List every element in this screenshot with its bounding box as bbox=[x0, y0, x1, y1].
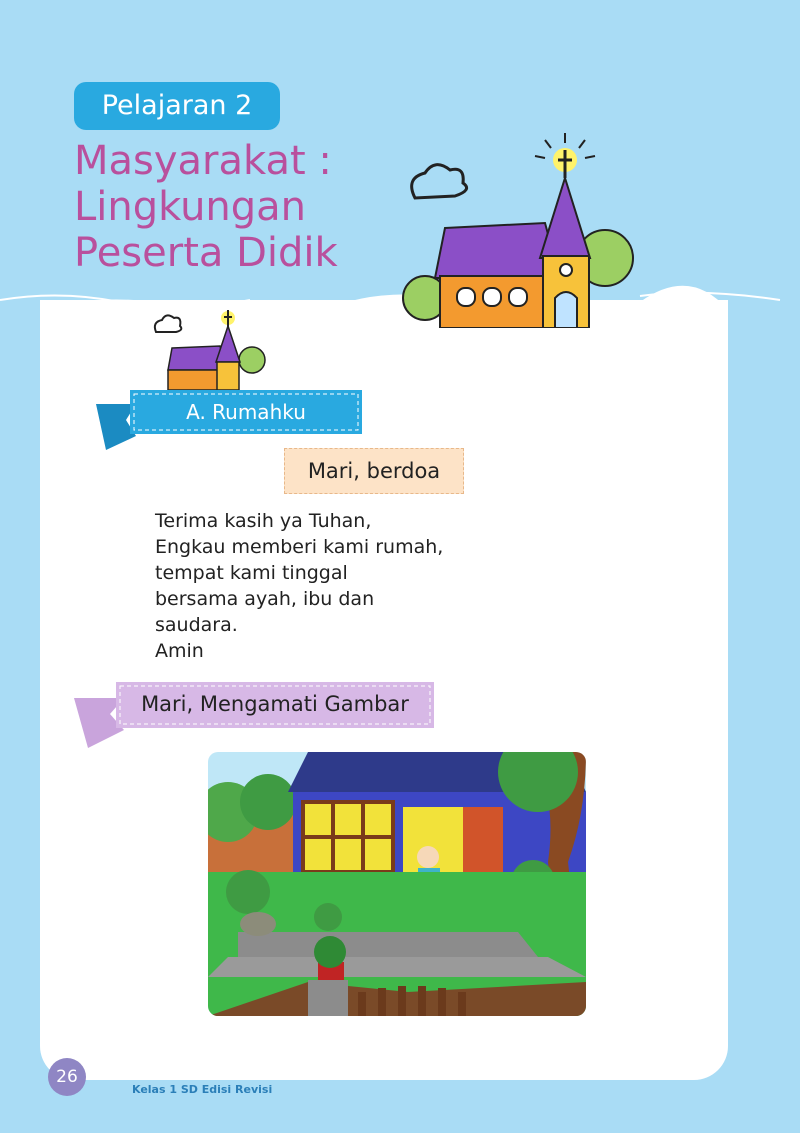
prayer-line: Amin bbox=[155, 640, 204, 662]
small-church-illustration-icon bbox=[150, 298, 270, 390]
observe-title: Mari, Mengamati Gambar bbox=[141, 692, 409, 716]
church-illustration-icon bbox=[385, 128, 645, 328]
pray-label: Mari, berdoa bbox=[284, 448, 464, 494]
prayer-text bbox=[155, 508, 535, 664]
chapter-title bbox=[74, 138, 414, 276]
prayer-line: Terima kasih ya Tuhan, bbox=[155, 510, 372, 532]
page-number: 26 bbox=[48, 1058, 86, 1096]
house-scene-illustration bbox=[208, 752, 586, 1016]
chapter-title-line-2: Lingkungan bbox=[74, 184, 307, 230]
lesson-badge: Pelajaran 2 bbox=[74, 82, 280, 130]
chapter-title-line-3: Peserta Didik bbox=[74, 230, 338, 276]
prayer-line: saudara. bbox=[155, 614, 238, 636]
book-title: Kelas 1 SD Edisi Revisi bbox=[132, 1083, 273, 1096]
prayer-line: tempat kami tinggal bbox=[155, 562, 348, 584]
prayer-line: bersama ayah, ibu dan bbox=[155, 588, 375, 610]
prayer-line: Engkau memberi kami rumah, bbox=[155, 536, 444, 558]
section-title: A. Rumahku bbox=[186, 400, 306, 424]
chapter-title-line-1: Masyarakat : bbox=[74, 138, 332, 184]
